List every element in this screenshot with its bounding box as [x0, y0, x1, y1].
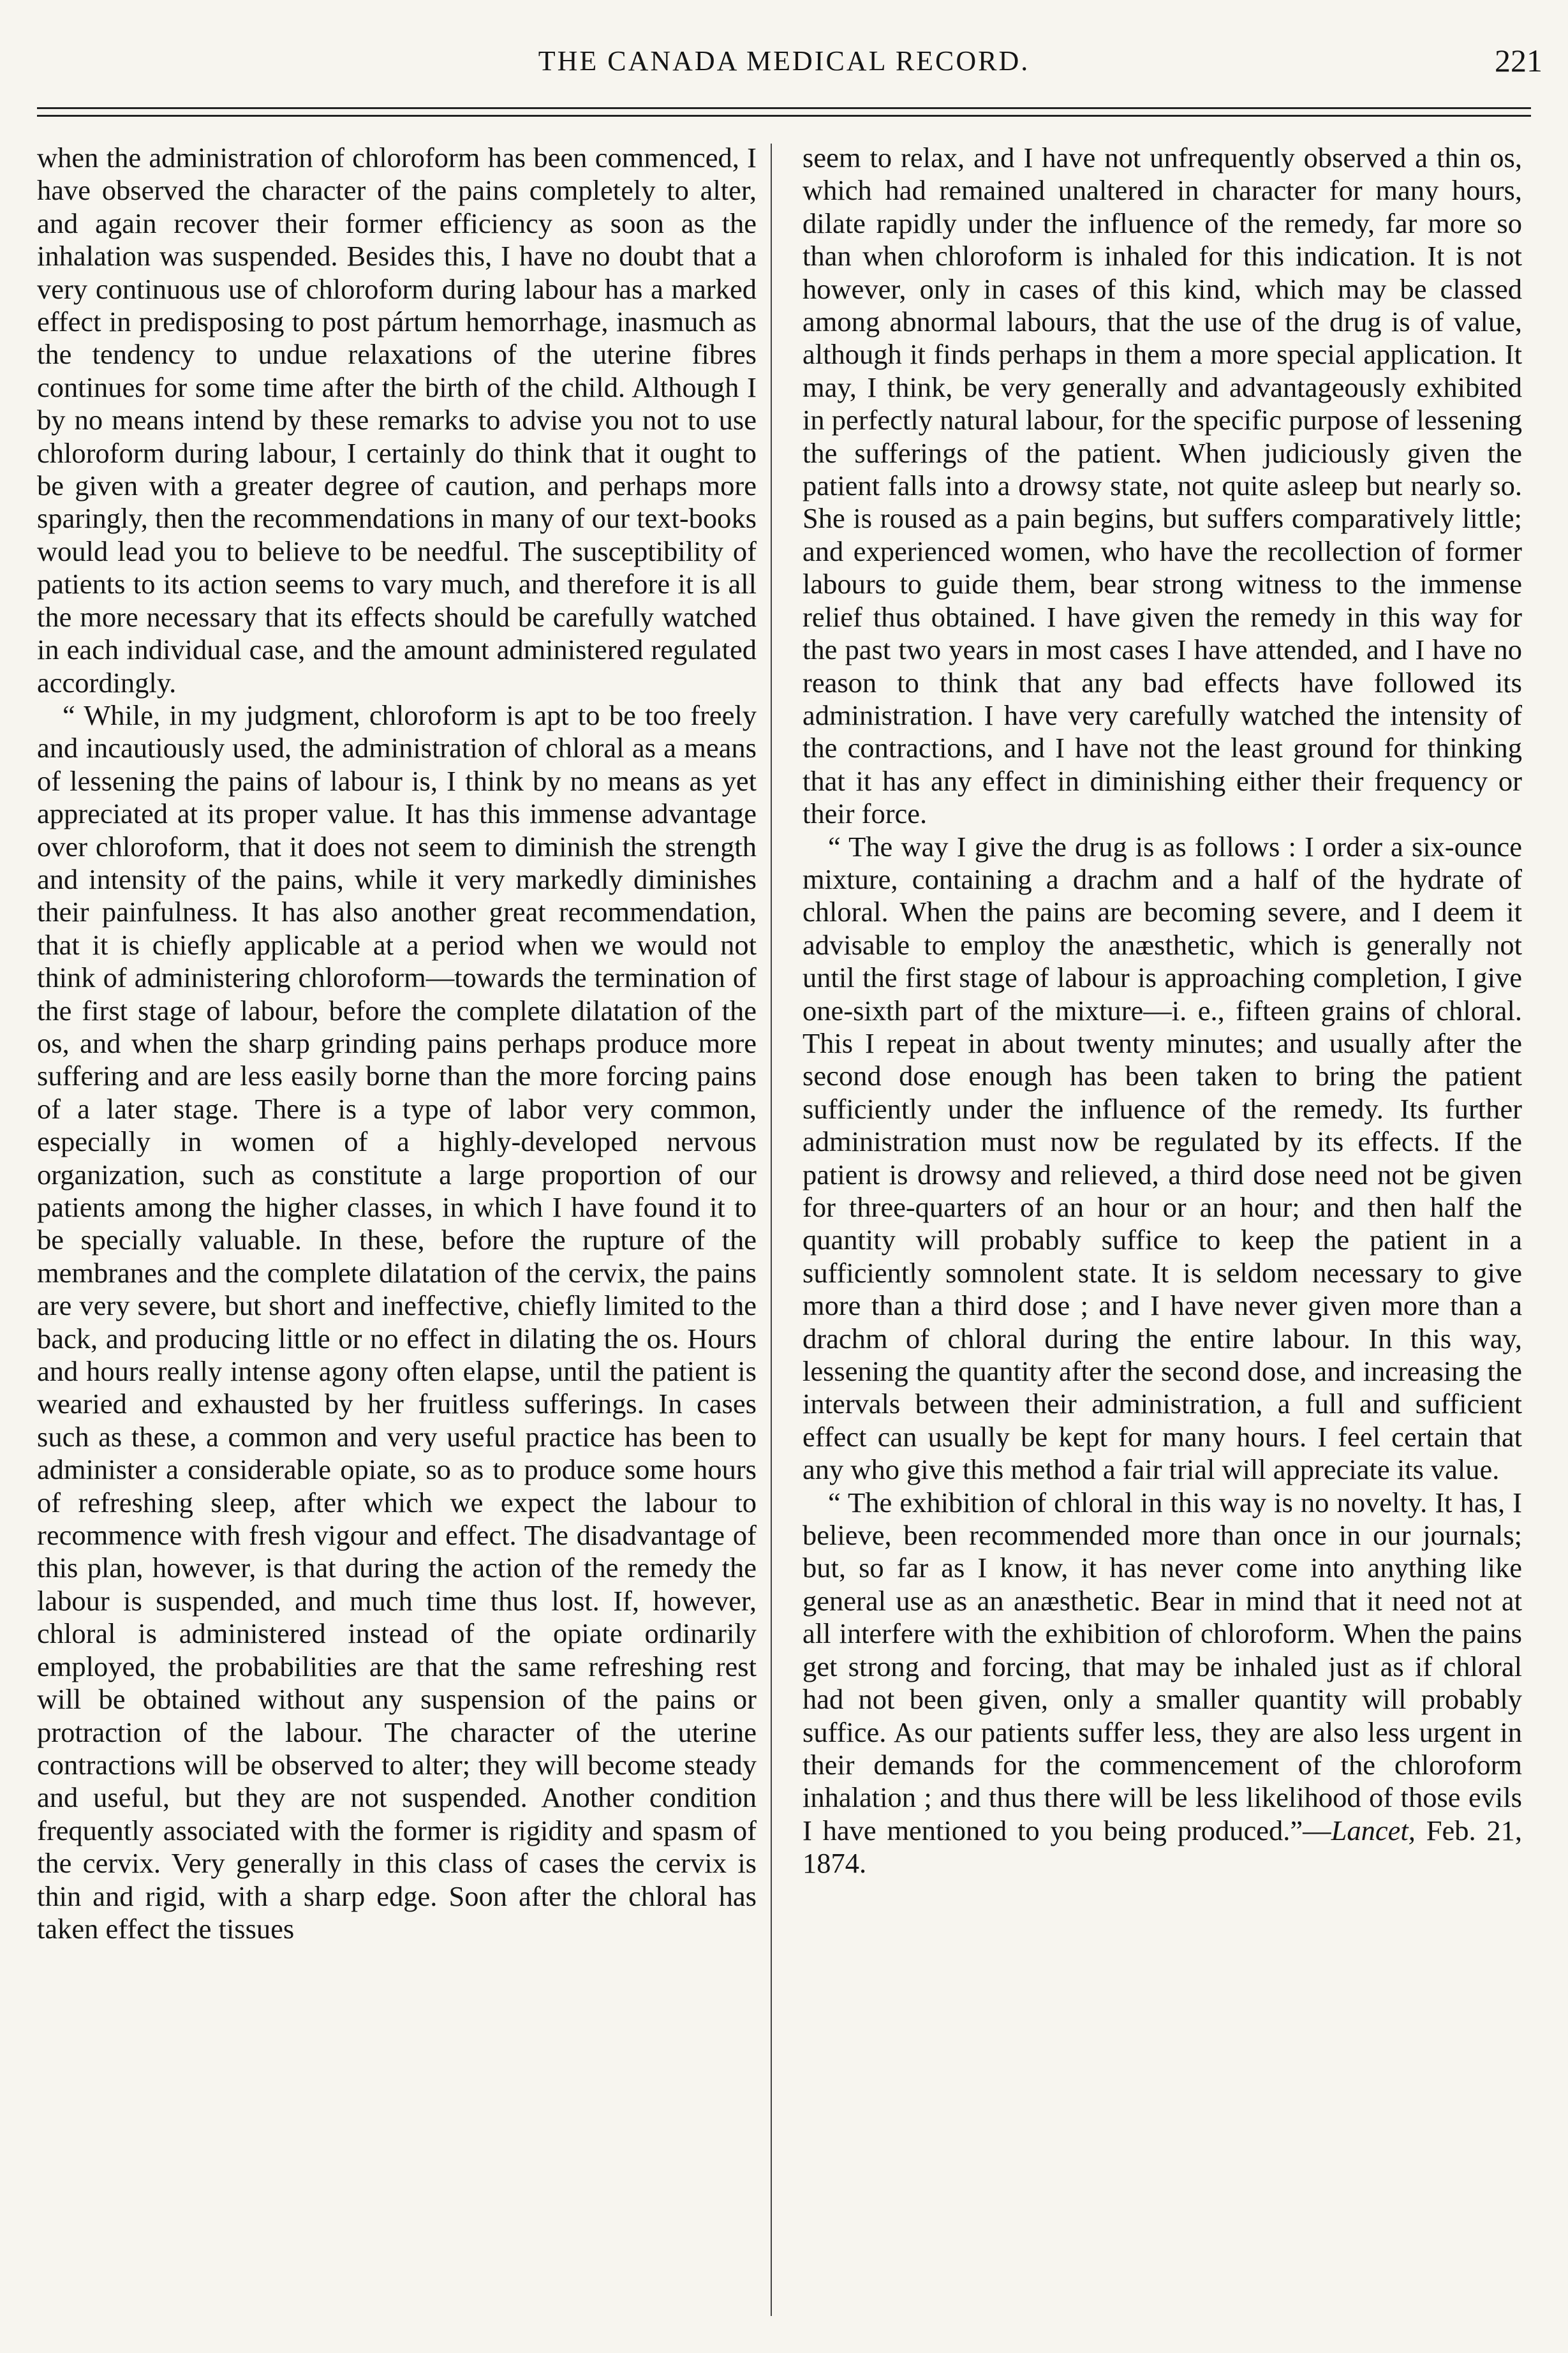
citation-source: Lancet, [1331, 1814, 1416, 1846]
paragraph-text: “ The exhibition of chloral in this way is no novelty. It has, I believe, been recommended more than once in our journals; but, so far as I know, it has never come into anything like general use as an anæsthetic. Bear in mind that it need not at all interfere with the exhibition of chloroform. When the pains get strong and forcing, that may be inhaled just as if chloral had not been given, only a smaller quantity will probably suffice. As our patients suffer less, they are also less urgent in their demands for the commencement of the chloroform inhalation ; and thus there will be less likelihood of those evils I have mentioned to you being produced.”— [802, 1486, 1522, 1846]
paragraph: seem to relax, and I have not unfrequently observed a thin os, which had remained unaltered in character for many hours, dilate rapidly under the influence of the remedy, far more so than when chloroform is inhaled for this indication. It is not however, only in cases of this kind, which may be classed among abnormal labours, that the use of the drug is of value, although it finds perhaps in them a more special application. It may, I think, be very generally and advantageously exhibited in perfectly natural labour, for the specific purpose of lessening the sufferings of the patient. When judiciously given the patient falls into a drowsy state, not quite asleep but nearly so. She is roused as a pain begins, but suffers comparatively little; and experienced women, who have the recollection of former labours to guide them, bear strong witness to the immense relief thus obtained. I have given the remedy in this way for the past two years in most cases I have attended, and I have no reason to think that any bad effects have followed its administration. I have very carefully watched the intensity of the contractions, and I have not the least ground for thinking that it has any effect in diminishing either their frequency or their force. [802, 142, 1522, 830]
header-rule-top [37, 107, 1531, 109]
page-header [0, 45, 1568, 83]
final-paragraph [802, 1487, 1522, 1880]
paragraph: “ The way I give the drug is as follows : I order a six-ounce mixture, containing a drachm and a half of the hydrate of chloral. When the pains are becoming severe, and I deem it advisable to employ the anæsthetic, which is generally not until the first stage of labour is approaching completion, I give one-sixth part of the mixture—i. e., fifteen grains of chloral. This I repeat in about twenty minutes; and usually after the second dose enough has been taken to bring the patient sufficiently under the influence of the remedy. Its further administration must now be regulated by its effects. If the patient is drowsy and relieved, a third dose need not be given for three-quarters of an hour or an hour; and then half the quantity will probably suffice to keep the patient in a sufficiently somnolent state. It is seldom necessary to give more than a third dose ; and I have never given more than a drachm of chloral during the entire labour. In this way, lessening the quantity after the second dose, and increasing the intervals between their administration, a full and sufficient effect can usually be kept for many hours. I feel certain that any who give this method a fair trial will appreciate its value. [802, 830, 1522, 1486]
column-divider [771, 144, 772, 2316]
right-column [802, 142, 1522, 1880]
running-title: THE CANADA MEDICAL RECORD. [538, 45, 1030, 77]
paragraph: when the administration of chloroform has been commenced, I have observed the character of the pains completely to alter, and again recover their former efficiency as soon as the inhalation was suspended. Besides this, I have no doubt that a very continuous use of chloroform during labour has a marked effect in predisposing to post pártum hemorrhage, inasmuch as the tendency to undue relaxations of the uterine fibres continues for some time after the birth of the child. Although I by no means intend by these remarks to advise you not to use chloroform during labour, I certainly do think that it ought to be given with a greater degree of caution, and perhaps more sparingly, then the recommendations in many of our text-books would lead you to believe to be needful. The susceptibility of patients to its action seems to vary much, and therefore it is all the more necessary that its effects should be carefully watched in each individual case, and the amount administered regulated accordingly. [37, 142, 757, 699]
page-number: 221 [1495, 43, 1542, 78]
header-rule-bottom [37, 115, 1531, 117]
citation-date: Feb. 21, 1874. [802, 1814, 1523, 1880]
paragraph: “ While, in my judgment, chloroform is apt to be too freely and incautiously used, the administration of chloral as a means of lessening the pains of labour is, I think by no means as yet appreciated at its proper value. It has this immense advantage over chloroform, that it does not seem to diminish the strength and intensity of the pains, while it very markedly diminishes their painfulness. It has also another great recommendation, that it is chiefly applicable at a period when we would not think of administering chloroform—towards the termination of the first stage of labour, before the complete dilatation of the os, and when the sharp grinding pains perhaps produce more suffering and are less easily borne than the more forcing pains of a later stage. There is a type of labor very common, especially in women of a highly-developed nervous organization, such as constitute a large proportion of our patients among the higher classes, in which I have found it to be specially valuable. In these, before the rupture of the membranes and the complete dilatation of the cervix, the pains are very severe, but short and ineffective, chiefly limited to the back, and producing little or no effect in dilating the os. Hours and hours really intense agony often elapse, until the patient is wearied and exhausted by her fruitless sufferings. In cases such as these, a common and very useful practice has been to administer a considerable opiate, so as to produce some hours of refreshing sleep, after which we expect the labour to recommence with fresh vigour and effect. The disadvantage of this plan, however, is that during the action of the remedy the labour is suspended, and much time thus lost. If, however, chloral is administered instead of the opiate ordinarily employed, the probabilities are that the same refreshing rest will be obtained without any suspension of the pains or protraction of the labour. The character of the uterine contractions will be observed to alter; they will become steady and useful, but they are not suspended. Another condition frequently associated with the former is rigidity and spasm of the cervix. Very generally in this class of cases the cervix is thin and rigid, with a sharp edge. Soon after the chloral has taken effect the tissues [37, 699, 757, 1945]
left-column [37, 142, 757, 1945]
